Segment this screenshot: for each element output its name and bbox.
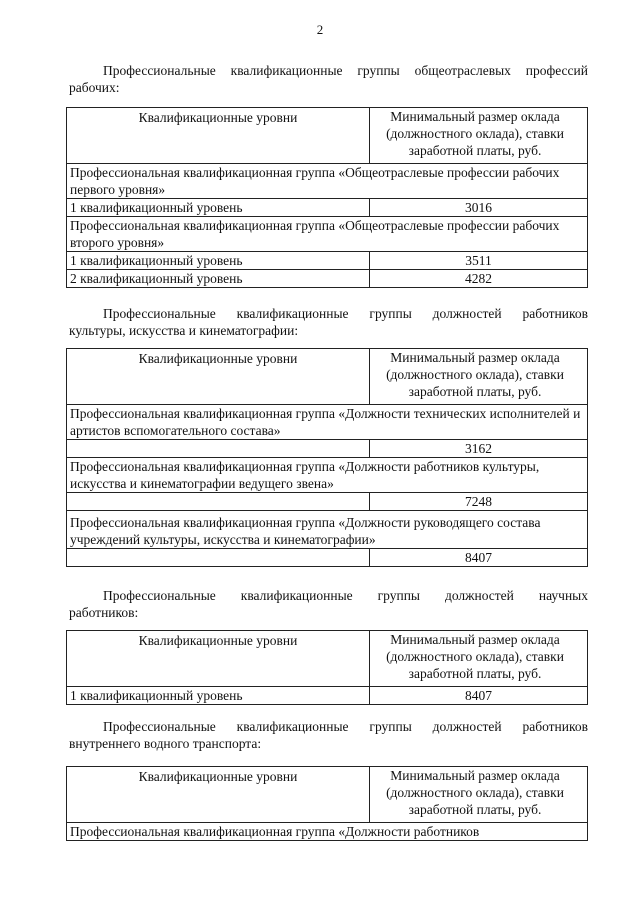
table-row: 1 квалификационный уровень 3511 [67,252,588,270]
section-2-intro: Профессиональные квалификационные группы должностей работников культуры, искусства и кинематографии: [69,306,588,338]
section-4-intro: Профессиональные квалификационные группы должностей работников внутреннего водного транспорта: [69,719,588,751]
header-salary: Минимальный размер оклада (должностного оклада), ставки заработной платы, руб. [370,631,588,687]
table-header-row [67,108,588,164]
group-row: Профессиональная квалификационная группа «Должности руководящего состава учреждений культуры, искусства и кинематографии» [67,511,588,549]
group-row: Профессиональная квалификационная группа «Общеотраслевые профессии рабочих первого уровня» [67,164,588,199]
header-levels: Квалификационные уровни [67,349,370,405]
table-row: 2 квалификационный уровень 4282 [67,270,588,288]
table-row: 3162 [67,440,588,458]
section-2-table [66,348,588,567]
header-levels: Квалификационные уровни [67,767,370,823]
section-1-table [66,107,588,288]
table-header-row [67,631,588,687]
table-row: 1 квалификационный уровень 8407 [67,687,588,705]
header-salary: Минимальный размер оклада (должностного оклада), ставки заработной платы, руб. [370,349,588,405]
group-row: Профессиональная квалификационная группа «Должности работников культуры, искусства и кинематографии ведущего звена» [67,458,588,493]
table-header-row [67,349,588,405]
group-row: Профессиональная квалификационная группа «Общеотраслевые профессии рабочих второго уровня» [67,217,588,252]
group-row: Профессиональная квалификационная группа «Должности технических исполнителей и артистов вспомогательного состава» [67,405,588,440]
section-1-intro: Профессиональные квалификационные группы общеотраслевых профессий рабочих: [69,63,588,95]
section-3-intro: Профессиональные квалификационные группы должностей научных работников: [69,588,588,620]
table-row: 8407 [67,549,588,567]
section-4-table [66,766,588,841]
table-header-row [67,767,588,823]
section-3-table [66,630,588,705]
header-salary: Минимальный размер оклада (должностного оклада), ставки заработной платы, руб. [370,108,588,164]
table-row: 7248 [67,493,588,511]
page-number: 2 [316,22,324,37]
group-row: Профессиональная квалификационная группа «Должности работников [67,823,588,841]
header-levels: Квалификационные уровни [67,631,370,687]
header-salary: Минимальный размер оклада (должностного оклада), ставки заработной платы, руб. [370,767,588,823]
table-row: 1 квалификационный уровень 3016 [67,199,588,217]
header-levels: Квалификационные уровни [67,108,370,164]
